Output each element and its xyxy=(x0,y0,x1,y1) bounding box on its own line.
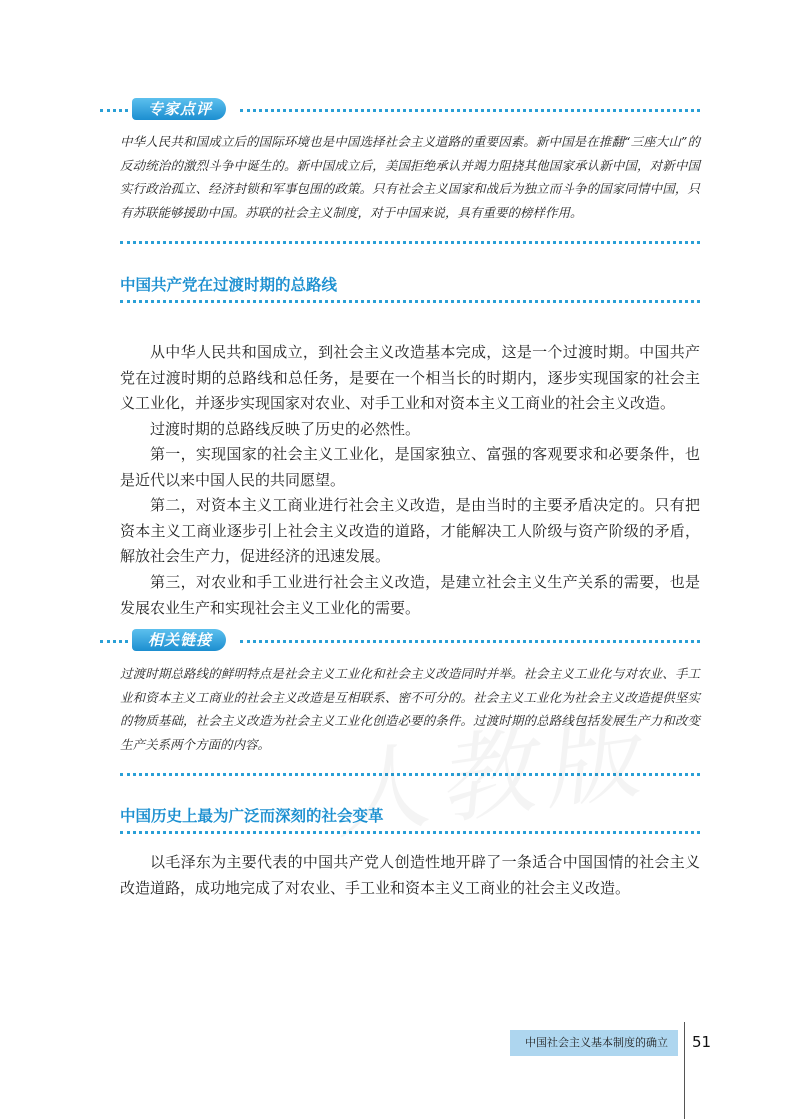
section1-paragraph: 从中华人民共和国成立，到社会主义改造基本完成，这是一个过渡时期。中国共产党在过渡时期的总路线和总任务，是要在一个相当长的时期内，逐步实现国家的社会主义工业化，并逐步实现国家对农业、对手工业和对资本主义工商业的社会主义改造。 xyxy=(120,343,700,412)
expert-review-dots-left xyxy=(100,109,128,112)
related-link-label: 相关链接 xyxy=(132,629,226,651)
page-number: 51 xyxy=(692,1033,712,1051)
expert-review-text: 中华人民共和国成立后的国际环境也是中国选择社会主义道路的重要因素。新中国是在推翻“三座大山”的反动统治的激烈斗争中诞生的。新中国成立后，美国拒绝承认并竭力阻挠其他国家承认新中国，对新中国实行政治孤立、经济封锁和军事包围的政策。只有社会主义国家和战后为独立而斗争的国家同情中国，只有苏联能够援助中国。苏联的社会主义制度，对于中国来说，具有重要的榜样作用。 xyxy=(120,134,700,220)
section1-heading-dots xyxy=(120,300,700,303)
section2-paragraph: 以毛泽东为主要代表的中国共产党人创造性地开辟了一条适合中国国情的社会主义改造道路，成功地完成了对农业、手工业和资本主义工商业的社会主义改造。 xyxy=(120,853,700,897)
footer-divider xyxy=(684,1022,685,1119)
section2-heading: 中国历史上最为广泛而深刻的社会变革 xyxy=(120,807,384,825)
section1-paragraph: 第二，对资本主义工商业进行社会主义改造，是由当时的主要矛盾决定的。只有把资本主义工商业逐步引上社会主义改造的道路，才能解决工人阶级与资产阶级的矛盾，解放社会生产力，促进经济的迅速发展。 xyxy=(120,496,700,565)
related-link-text: 过渡时期总路线的鲜明特点是社会主义工业化和社会主义改造同时并举。社会主义工业化与对农业、手工业和资本主义工商业的社会主义改造是互相联系、密不可分的。社会主义工业化为社会主义改造提供坚实的物质基础，社会主义改造为社会主义工业化创造必要的条件。过渡时期的总路线包括发展生产力和改变生产关系两个方面的内容。 xyxy=(120,666,700,752)
expert-review-label: 专家点评 xyxy=(132,98,226,120)
related-link-dots-right xyxy=(240,640,700,643)
expert-review-dots-right xyxy=(240,109,700,112)
section1-heading: 中国共产党在过渡时期的总路线 xyxy=(120,276,338,294)
related-link-dots-left xyxy=(100,640,128,643)
section1-paragraph: 过渡时期的总路线反映了历史的必然性。 xyxy=(150,420,421,438)
section2-heading-dots xyxy=(120,831,700,834)
section1-paragraph: 第一，实现国家的社会主义工业化，是国家独立、富强的客观要求和必要条件，也是近代以来中国人民的共同愿望。 xyxy=(120,445,700,489)
section1-paragraph: 第三，对农业和手工业进行社会主义改造，是建立社会主义生产关系的需要，也是发展农业生产和实现社会主义工业化的需要。 xyxy=(120,573,700,617)
expert-review-bottom-dots xyxy=(120,241,700,244)
footer-chapter-title: 中国社会主义基本制度的确立 xyxy=(510,1030,678,1056)
